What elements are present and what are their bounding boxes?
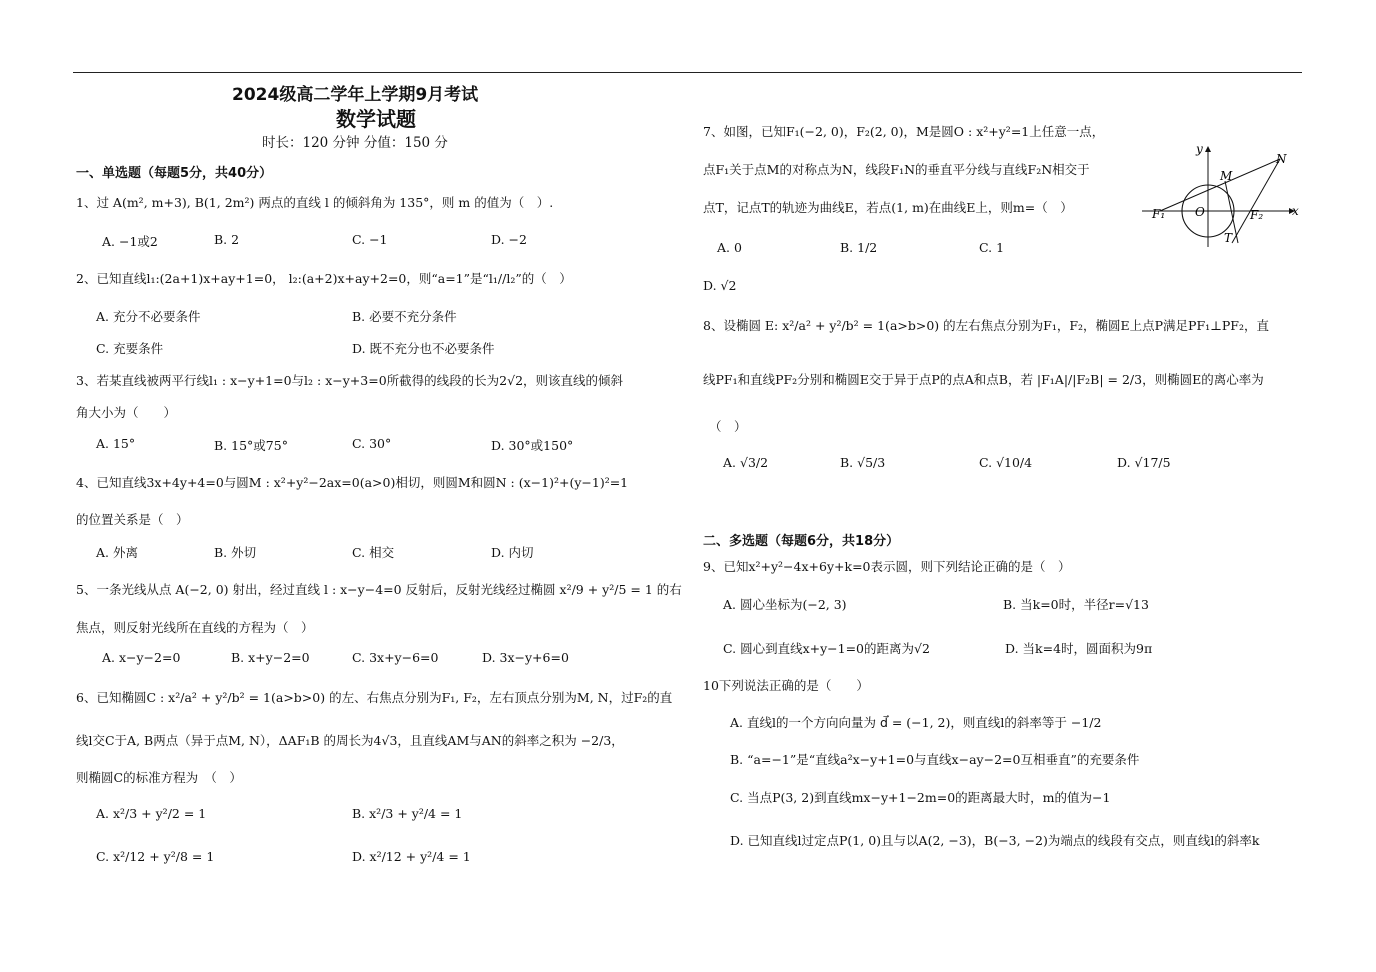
question-2-option-b[interactable]: B. 必要不充分条件 — [352, 309, 457, 324]
question-3-stem-line1: 3、若某直线被两平行线l₁ : x−y+1=0与l₂ : x−y+3=0所截得的线段的长为2√2，则该直线的倾斜 — [76, 373, 624, 388]
question-7-stem-line3: 点T，记点T的轨迹为曲线E，若点(1, m)在曲线E上，则m=（ ） — [703, 200, 1073, 215]
question-3-option-c[interactable]: C. 30° — [352, 436, 392, 451]
question-10-stem: 10下列说法正确的是（ ） — [703, 678, 869, 693]
question-4-option-c[interactable]: C. 相交 — [352, 545, 395, 560]
question-3-option-a[interactable]: A. 15° — [96, 436, 136, 451]
question-10-option-c[interactable]: C. 当点P(3, 2)到直线mx−y+1−2m=0的距离最大时，m的值为−1 — [730, 790, 1111, 805]
question-4-option-b[interactable]: B. 外切 — [214, 545, 257, 560]
label-m: M — [1220, 169, 1233, 183]
question-10-option-b[interactable]: B. “a=−1”是“直线a²x−y+1=0与直线x−ay−2=0互相垂直”的充要条件 — [730, 752, 1140, 767]
question-7-option-d[interactable]: D. √2 — [703, 278, 737, 293]
question-9-option-b[interactable]: B. 当k=0时，半径r=√13 — [1003, 597, 1149, 612]
question-6-option-c[interactable]: C. x²/12 + y²/8 = 1 — [96, 849, 215, 864]
question-3-option-d[interactable]: D. 30°或150° — [491, 438, 574, 453]
question-2-stem: 2、已知直线l₁:(2a+1)x+ay+1=0， l₂:(a+2)x+ay+2=0，则“a=1”是“l₁//l₂”的（ ） — [76, 271, 572, 286]
question-10-option-d[interactable]: D. 已知直线l过定点P(1, 0)且与以A(2, −3)，B(−3, −2)为端点的线段有交点，则直线l的斜率k — [730, 833, 1260, 848]
question-1-option-d[interactable]: D. −2 — [491, 232, 527, 247]
question-6-stem-line2: 线l交C于A, B两点（异于点M, N），ΔAF₁B 的周长为4√3，且直线AM与AN的斜率之积为 −2/3， — [76, 733, 624, 748]
question-7-stem-line1: 7、如图，已知F₁(−2, 0)，F₂(2, 0)，M是圆O : x²+y²=1上任意一点， — [703, 124, 1105, 139]
question-8-stem-line2: 线PF₁和直线PF₂分别和椭圆E交于异于点P的点A和点B，若 |F₁A|/|F₂B| = 2/3，则椭圆E的离心率为 — [703, 372, 1264, 387]
question-6-option-d[interactable]: D. x²/12 + y²/4 = 1 — [352, 849, 471, 864]
question-1-stem: 1、过 A(m², m+3), B(1, 2m²) 两点的直线 l 的倾斜角为 135°，则 m 的值为（ ）. — [76, 195, 554, 210]
label-o: O — [1195, 205, 1205, 219]
question-5-stem-line2: 焦点，则反射光线所在直线的方程为（ ） — [76, 620, 314, 635]
question-3-option-b[interactable]: B. 15°或75° — [214, 438, 288, 453]
question-8-stem-line3: （ ） — [709, 419, 747, 434]
question-4-option-d[interactable]: D. 内切 — [491, 545, 534, 560]
question-6-option-a[interactable]: A. x²/3 + y²/2 = 1 — [96, 806, 207, 821]
question-9-option-a[interactable]: A. 圆心坐标为(−2, 3) — [723, 597, 847, 612]
label-y: y — [1196, 143, 1203, 156]
label-x: x — [1292, 204, 1299, 218]
y-axis-arrow-icon — [1205, 146, 1211, 152]
question-4-option-a[interactable]: A. 外离 — [96, 545, 138, 560]
question-7-stem-line2: 点F₁关于点M的对称点为N，线段F₁N的垂直平分线与直线F₂N相交于 — [703, 162, 1090, 177]
line-f2-n — [1232, 159, 1280, 243]
label-f1: F₁ — [1152, 207, 1166, 221]
label-n: N — [1276, 152, 1287, 166]
section-single-choice: 一、单选题（每题5分，共40分） — [76, 166, 273, 181]
question-9-option-c[interactable]: C. 圆心到直线x+y−1=0的距离为√2 — [723, 641, 930, 656]
section-multiple-choice: 二、多选题（每题6分，共18分） — [703, 534, 900, 549]
question-8-option-b[interactable]: B. √5/3 — [840, 455, 886, 470]
question-4-stem-line2: 的位置关系是（ ） — [76, 512, 189, 527]
question-5-option-d[interactable]: D. 3x−y+6=0 — [482, 650, 569, 665]
exam-title: 2024级高二学年上学期9月考试 — [232, 85, 479, 105]
question-2-option-d[interactable]: D. 既不充分也不必要条件 — [352, 341, 495, 356]
question-7-option-b[interactable]: B. 1/2 — [840, 240, 878, 255]
question-1-option-c[interactable]: C. −1 — [352, 232, 388, 247]
question-3-stem-line2: 角大小为（ ） — [76, 405, 177, 420]
question-2-option-c[interactable]: C. 充要条件 — [96, 341, 164, 356]
question-5-option-b[interactable]: B. x+y−2=0 — [231, 650, 310, 665]
question-1-option-a[interactable]: A. −1或2 — [102, 234, 158, 249]
question-9-stem: 9、已知x²+y²−4x+6y+k=0表示圆，则下列结论正确的是（ ） — [703, 559, 1071, 574]
question-5-option-a[interactable]: A. x−y−2=0 — [102, 650, 181, 665]
question-8-stem-line1: 8、设椭圆 E: x²/a² + y²/b² = 1(a>b>0) 的左右焦点分别为F₁，F₂，椭圆E上点P满足PF₁⊥PF₂，直 — [703, 318, 1269, 333]
question-5-option-c[interactable]: C. 3x+y−6=0 — [352, 650, 439, 665]
question-8-option-a[interactable]: A. √3/2 — [723, 455, 769, 470]
question-7-figure — [1140, 143, 1305, 251]
question-4-stem-line1: 4、已知直线3x+4y+4=0与圆M : x²+y²−2ax=0(a>0)相切，则圆M和圆N : (x−1)²+(y−1)²=1 — [76, 475, 629, 490]
top-rule — [73, 72, 1302, 73]
label-t: T — [1224, 231, 1233, 245]
question-5-stem-line1: 5、一条光线从点 A(−2, 0) 射出，经过直线 l : x−y−4=0 反射后，反射光线经过椭圆 x²/9 + y²/5 = 1 的右 — [76, 582, 682, 597]
question-10-option-a[interactable]: A. 直线l的一个方向向量为 d⃗ = (−1, 2)，则直线l的斜率等于 −1/2 — [730, 715, 1102, 730]
question-1-option-b[interactable]: B. 2 — [214, 232, 240, 247]
exam-meta: 时长：120 分钟 分值：150 分 — [262, 135, 448, 151]
exam-subtitle: 数学试题 — [336, 107, 416, 131]
label-f2: F₂ — [1250, 208, 1264, 222]
segment-f1-n — [1160, 159, 1280, 211]
question-2-option-a[interactable]: A. 充分不必要条件 — [96, 309, 201, 324]
question-9-option-d[interactable]: D. 当k=4时，圆面积为9π — [1005, 641, 1153, 656]
question-8-option-c[interactable]: C. √10/4 — [979, 455, 1033, 470]
question-6-stem-line1: 6、已知椭圆C : x²/a² + y²/b² = 1(a>b>0) 的左、右焦点分别为F₁, F₂，左右顶点分别为M, N，过F₂的直 — [76, 690, 673, 705]
question-7-option-c[interactable]: C. 1 — [979, 240, 1005, 255]
question-6-option-b[interactable]: B. x²/3 + y²/4 = 1 — [352, 806, 463, 821]
question-8-option-d[interactable]: D. √17/5 — [1117, 455, 1171, 470]
question-7-option-a[interactable]: A. 0 — [717, 240, 742, 255]
question-6-stem-line3: 则椭圆C的标准方程为 （ ） — [76, 770, 242, 785]
